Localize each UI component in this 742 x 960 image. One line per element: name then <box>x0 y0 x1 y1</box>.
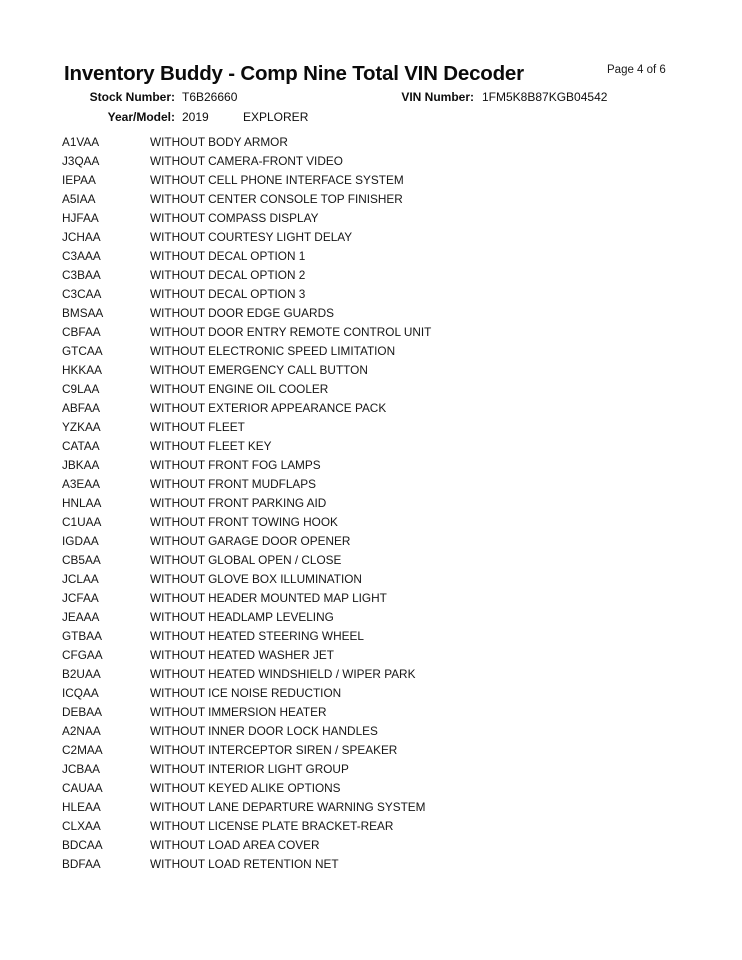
option-row <box>0 304 742 323</box>
option-row <box>0 608 742 627</box>
option-code: B2UAA <box>62 667 101 681</box>
option-row <box>0 361 742 380</box>
option-code: JCHAA <box>62 230 101 244</box>
option-description: WITHOUT HEATED STEERING WHEEL <box>150 629 364 643</box>
option-code: BDFAA <box>62 857 101 871</box>
option-description: WITHOUT INNER DOOR LOCK HANDLES <box>150 724 378 738</box>
option-code: DEBAA <box>62 705 102 719</box>
option-code: JCLAA <box>62 572 99 586</box>
year-value: 2019 <box>182 110 209 124</box>
option-row <box>0 323 742 342</box>
option-code: C9LAA <box>62 382 100 396</box>
vin-number-value: 1FM5K8B87KGB04542 <box>482 90 608 104</box>
option-description: WITHOUT CAMERA-FRONT VIDEO <box>150 154 343 168</box>
option-row <box>0 228 742 247</box>
option-code: A2NAA <box>62 724 101 738</box>
option-description: WITHOUT CELL PHONE INTERFACE SYSTEM <box>150 173 404 187</box>
option-row <box>0 779 742 798</box>
option-row <box>0 703 742 722</box>
option-description: WITHOUT FRONT TOWING HOOK <box>150 515 338 529</box>
option-description: WITHOUT FLEET KEY <box>150 439 272 453</box>
option-description: WITHOUT DECAL OPTION 1 <box>150 249 306 263</box>
option-code: CATAA <box>62 439 100 453</box>
vehicle-meta-block <box>0 90 742 134</box>
option-description: WITHOUT LOAD AREA COVER <box>150 838 320 852</box>
option-row <box>0 665 742 684</box>
option-code: JBKAA <box>62 458 100 472</box>
option-code: ABFAA <box>62 401 101 415</box>
option-code: HLEAA <box>62 800 101 814</box>
option-description: WITHOUT ICE NOISE REDUCTION <box>150 686 342 700</box>
option-description: WITHOUT FRONT FOG LAMPS <box>150 458 321 472</box>
option-description: WITHOUT EXTERIOR APPEARANCE PACK <box>150 401 387 415</box>
option-description: WITHOUT BODY ARMOR <box>150 135 288 149</box>
option-code: BMSAA <box>62 306 104 320</box>
option-description: WITHOUT LANE DEPARTURE WARNING SYSTEM <box>150 800 426 814</box>
option-row <box>0 247 742 266</box>
option-row <box>0 437 742 456</box>
vin-number-label: VIN Number: <box>401 90 474 104</box>
option-row <box>0 380 742 399</box>
option-description: WITHOUT ELECTRONIC SPEED LIMITATION <box>150 344 396 358</box>
option-row <box>0 570 742 589</box>
option-code: HKKAA <box>62 363 102 377</box>
option-code: HNLAA <box>62 496 102 510</box>
option-description: WITHOUT COURTESY LIGHT DELAY <box>150 230 353 244</box>
stock-number-label: Stock Number: <box>89 90 175 104</box>
page-title: Inventory Buddy - Comp Nine Total VIN Decoder <box>64 62 524 85</box>
option-description: WITHOUT KEYED ALIKE OPTIONS <box>150 781 341 795</box>
option-description: WITHOUT GLOVE BOX ILLUMINATION <box>150 572 362 586</box>
option-code: C2MAA <box>62 743 103 757</box>
option-description: WITHOUT INTERIOR LIGHT GROUP <box>150 762 349 776</box>
option-description: WITHOUT CENTER CONSOLE TOP FINISHER <box>150 192 403 206</box>
option-row <box>0 855 742 874</box>
option-description: WITHOUT DOOR EDGE GUARDS <box>150 306 334 320</box>
option-row <box>0 513 742 532</box>
option-row <box>0 627 742 646</box>
option-row <box>0 722 742 741</box>
option-row <box>0 456 742 475</box>
option-code: CLXAA <box>62 819 101 833</box>
option-code: JCFAA <box>62 591 99 605</box>
option-row <box>0 266 742 285</box>
option-description: WITHOUT DOOR ENTRY REMOTE CONTROL UNIT <box>150 325 432 339</box>
option-description: WITHOUT HEADER MOUNTED MAP LIGHT <box>150 591 387 605</box>
option-code: HJFAA <box>62 211 99 225</box>
option-row <box>0 418 742 437</box>
option-description: WITHOUT DECAL OPTION 3 <box>150 287 306 301</box>
option-description: WITHOUT FRONT MUDFLAPS <box>150 477 317 491</box>
option-row <box>0 817 742 836</box>
option-description: WITHOUT ENGINE OIL COOLER <box>150 382 329 396</box>
option-code: CBFAA <box>62 325 101 339</box>
option-description: WITHOUT FRONT PARKING AID <box>150 496 327 510</box>
option-code: C3CAA <box>62 287 102 301</box>
year-model-label: Year/Model: <box>107 110 175 124</box>
option-row <box>0 285 742 304</box>
option-code: J3QAA <box>62 154 100 168</box>
option-row <box>0 551 742 570</box>
option-description: WITHOUT LOAD RETENTION NET <box>150 857 339 871</box>
option-row <box>0 190 742 209</box>
option-code: IEPAA <box>62 173 96 187</box>
meta-row-stock-vin <box>0 90 742 109</box>
option-description: WITHOUT HEATED WINDSHIELD / WIPER PARK <box>150 667 416 681</box>
option-description: WITHOUT FLEET <box>150 420 245 434</box>
option-code: YZKAA <box>62 420 101 434</box>
option-row <box>0 589 742 608</box>
option-description: WITHOUT GLOBAL OPEN / CLOSE <box>150 553 342 567</box>
option-code: A3EAA <box>62 477 101 491</box>
option-description: WITHOUT COMPASS DISPLAY <box>150 211 319 225</box>
option-code: ICQAA <box>62 686 99 700</box>
option-code: JEAAA <box>62 610 100 624</box>
option-row <box>0 836 742 855</box>
option-list <box>0 133 742 874</box>
option-row <box>0 342 742 361</box>
option-row <box>0 494 742 513</box>
option-code: CB5AA <box>62 553 101 567</box>
option-description: WITHOUT GARAGE DOOR OPENER <box>150 534 351 548</box>
option-description: WITHOUT EMERGENCY CALL BUTTON <box>150 363 368 377</box>
option-row <box>0 399 742 418</box>
option-code: A5IAA <box>62 192 96 206</box>
option-description: WITHOUT HEATED WASHER JET <box>150 648 334 662</box>
option-row <box>0 171 742 190</box>
option-description: WITHOUT HEADLAMP LEVELING <box>150 610 334 624</box>
option-description: WITHOUT DECAL OPTION 2 <box>150 268 306 282</box>
option-row <box>0 532 742 551</box>
option-description: WITHOUT IMMERSION HEATER <box>150 705 327 719</box>
option-code: IGDAA <box>62 534 99 548</box>
option-code: JCBAA <box>62 762 101 776</box>
option-code: BDCAA <box>62 838 103 852</box>
option-code: C3AAA <box>62 249 101 263</box>
option-code: GTCAA <box>62 344 103 358</box>
option-code: GTBAA <box>62 629 102 643</box>
option-code: CAUAA <box>62 781 103 795</box>
option-row <box>0 798 742 817</box>
option-row <box>0 760 742 779</box>
stock-number-value: T6B26660 <box>182 90 238 104</box>
option-row <box>0 684 742 703</box>
page-indicator: Page 4 of 6 <box>607 64 666 76</box>
option-code: C3BAA <box>62 268 101 282</box>
option-code: CFGAA <box>62 648 103 662</box>
option-row <box>0 209 742 228</box>
option-row <box>0 133 742 152</box>
option-row <box>0 741 742 760</box>
meta-row-year-model <box>0 110 742 129</box>
option-code: A1VAA <box>62 135 100 149</box>
option-row <box>0 152 742 171</box>
option-description: WITHOUT LICENSE PLATE BRACKET-REAR <box>150 819 394 833</box>
model-value: EXPLORER <box>243 110 309 124</box>
option-row <box>0 646 742 665</box>
option-row <box>0 475 742 494</box>
option-code: C1UAA <box>62 515 102 529</box>
option-description: WITHOUT INTERCEPTOR SIREN / SPEAKER <box>150 743 398 757</box>
